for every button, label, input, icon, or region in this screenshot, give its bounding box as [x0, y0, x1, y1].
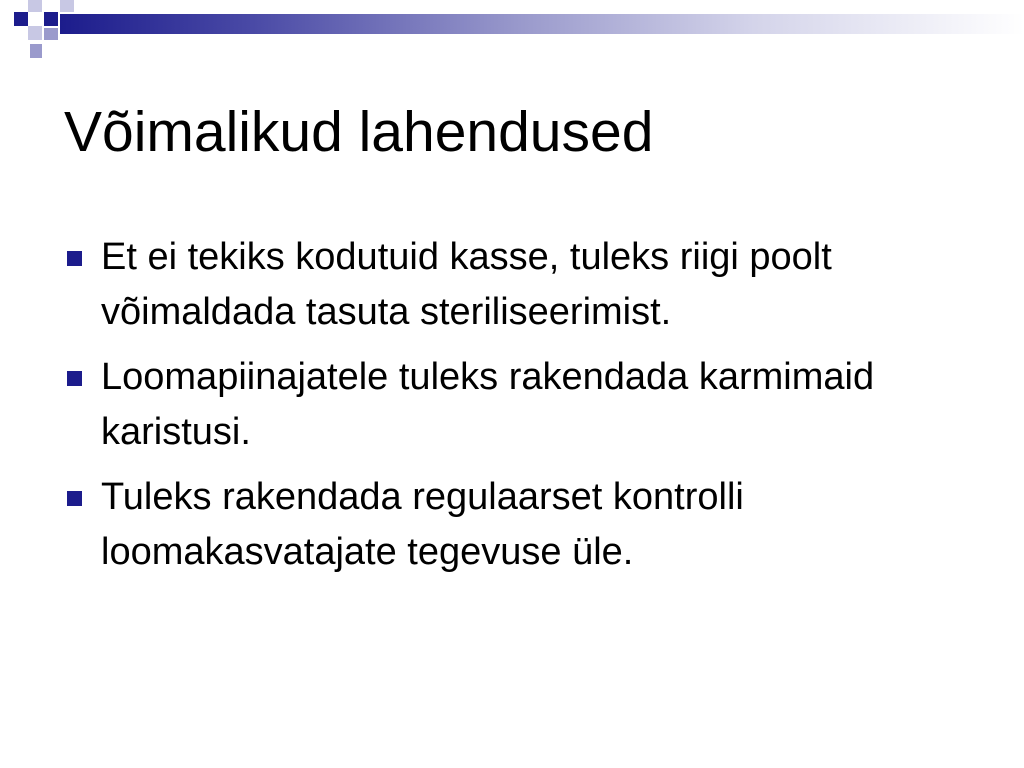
- bullet-item: [64, 350, 964, 460]
- slide-title: Võimalikud lahendused: [64, 100, 654, 164]
- header-decoration: [0, 0, 1024, 40]
- checkered-square-icon: [28, 26, 42, 40]
- header-gradient-bar: [60, 14, 1024, 34]
- bullet-item: [64, 470, 964, 580]
- checkered-square-icon: [60, 0, 74, 12]
- bullet-text: Loomapiinajatele tuleks rakendada karmimaid karistusi.: [101, 356, 875, 453]
- checkered-square-icon: [30, 44, 42, 58]
- checkered-square-icon: [44, 28, 58, 40]
- bullet-text: Tuleks rakendada regulaarset kontrolli loomakasvatajate tegevuse üle.: [101, 476, 744, 573]
- square-bullet-icon: [67, 491, 82, 506]
- bullet-text: Et ei tekiks kodutuid kasse, tuleks riigi poolt võimaldada tasuta steriliseerimist.: [101, 236, 832, 333]
- square-bullet-icon: [67, 251, 82, 266]
- square-bullet-icon: [67, 371, 82, 386]
- bullet-list: [64, 230, 964, 590]
- checkered-square-icon: [14, 12, 28, 26]
- bullet-item: [64, 230, 964, 340]
- checkered-square-icon: [44, 12, 58, 26]
- checkered-square-icon: [28, 0, 42, 12]
